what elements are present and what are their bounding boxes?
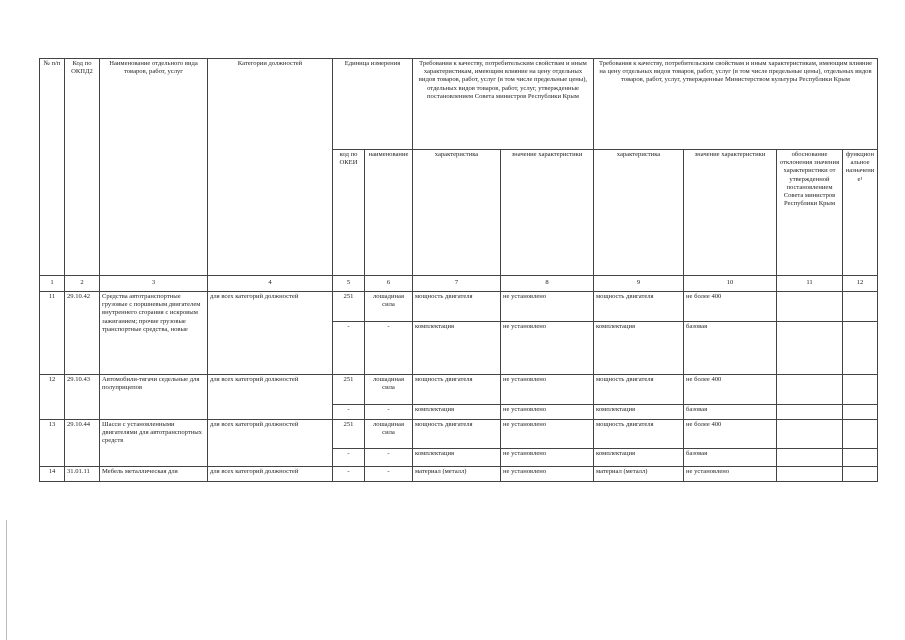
cell-char1: комплектация <box>413 322 501 375</box>
cell-purpose <box>843 375 878 405</box>
cell-val2: базовая <box>684 405 777 420</box>
col-number: 3 <box>100 276 208 292</box>
cell-char1: комплектация <box>413 449 501 467</box>
row-name: Автомобили-тягачи седельные для полуприцепов <box>100 375 208 420</box>
table-row <box>40 292 878 322</box>
row-category: для всех категорий должностей <box>208 292 333 375</box>
col-number: 12 <box>843 276 878 292</box>
cell-val1: не установлено <box>501 467 594 482</box>
row-name: Мебель металлическая для <box>100 467 208 482</box>
cell-justification <box>777 322 843 375</box>
header-unit-name: наименование <box>365 150 413 276</box>
cell-justification <box>777 449 843 467</box>
header-category: Категории должностей <box>208 59 333 276</box>
margin-line <box>6 520 7 640</box>
cell-okei: 251 <box>333 292 365 322</box>
col-number: 7 <box>413 276 501 292</box>
cell-okei: 251 <box>333 420 365 449</box>
header-val2: значение характеристики <box>684 150 777 276</box>
cell-okei: - <box>333 449 365 467</box>
cell-justification <box>777 405 843 420</box>
cell-char1: мощность двигателя <box>413 292 501 322</box>
row-num: 13 <box>40 420 65 467</box>
cell-justification <box>777 292 843 322</box>
cell-char2: мощность двигателя <box>594 420 684 449</box>
cell-justification <box>777 420 843 449</box>
col-number: 1 <box>40 276 65 292</box>
cell-char1: комплектация <box>413 405 501 420</box>
cell-unit: лошадиная сила <box>365 420 413 449</box>
col-number: 6 <box>365 276 413 292</box>
cell-unit: лошадиная сила <box>365 375 413 405</box>
cell-char1: материал (металл) <box>413 467 501 482</box>
cell-val1: не установлено <box>501 322 594 375</box>
header-row <box>40 59 878 150</box>
col-number: 10 <box>684 276 777 292</box>
cell-justification <box>777 375 843 405</box>
column-numbers-row <box>40 276 878 292</box>
cell-purpose <box>843 405 878 420</box>
cell-val1: не установлено <box>501 420 594 449</box>
cell-char2: комплектация <box>594 449 684 467</box>
cell-val1: не установлено <box>501 449 594 467</box>
cell-val1: не установлено <box>501 292 594 322</box>
cell-char2: мощность двигателя <box>594 375 684 405</box>
cell-unit: лошадиная сила <box>365 292 413 322</box>
cell-purpose <box>843 420 878 449</box>
header-val1: значение характеристики <box>501 150 594 276</box>
header-char1: характеристика <box>413 150 501 276</box>
row-name: Шасси с установленными двигателями для автотранспортных средств <box>100 420 208 467</box>
table-row <box>40 467 878 482</box>
cell-purpose <box>843 292 878 322</box>
header-okei: код по ОКЕИ <box>333 150 365 276</box>
col-number: 11 <box>777 276 843 292</box>
row-category: для всех категорий должностей <box>208 467 333 482</box>
row-code: 29.10.43 <box>65 375 100 420</box>
cell-unit: - <box>365 449 413 467</box>
row-num: 11 <box>40 292 65 375</box>
header-num: № п/п <box>40 59 65 276</box>
cell-char2: мощность двигателя <box>594 292 684 322</box>
cell-val2: не установлено <box>684 467 777 482</box>
header-justification: обоснование отклонения значения характеристики от утвержденной постановлением Совета министров Республики Крым <box>777 150 843 276</box>
cell-val1: не установлено <box>501 375 594 405</box>
cell-char1: мощность двигателя <box>413 375 501 405</box>
header-okpd: Код по ОКПД2 <box>65 59 100 276</box>
cell-val2: базовая <box>684 322 777 375</box>
header-purpose: функциональное назначение¹ <box>843 150 878 276</box>
cell-okei: - <box>333 467 365 482</box>
row-category: для всех категорий должностей <box>208 375 333 420</box>
cell-purpose <box>843 467 878 482</box>
cell-val2: не более 400 <box>684 292 777 322</box>
col-number: 8 <box>501 276 594 292</box>
col-number: 5 <box>333 276 365 292</box>
cell-val2: не более 400 <box>684 420 777 449</box>
cell-char2: комплектация <box>594 405 684 420</box>
row-code: 29.10.44 <box>65 420 100 467</box>
cell-purpose <box>843 322 878 375</box>
col-number: 9 <box>594 276 684 292</box>
cell-okei: - <box>333 405 365 420</box>
header-char2: характеристика <box>594 150 684 276</box>
header-unit: Единица измерения <box>333 59 413 150</box>
cell-char1: мощность двигателя <box>413 420 501 449</box>
row-code: 29.10.42 <box>65 292 100 375</box>
cell-okei: - <box>333 322 365 375</box>
row-num: 12 <box>40 375 65 420</box>
col-number: 2 <box>65 276 100 292</box>
cell-purpose <box>843 449 878 467</box>
table-row <box>40 420 878 449</box>
table-row <box>40 375 878 405</box>
cell-okei: 251 <box>333 375 365 405</box>
row-name: Средства автотранспортные грузовые с поршневым двигателем внутреннего сгорания с искровым зажиганием; прочие грузовые транспортные средства, новые <box>100 292 208 375</box>
cell-val1: не установлено <box>501 405 594 420</box>
cell-val2: не более 400 <box>684 375 777 405</box>
header-req-ministry: Требования к качеству, потребительским свойствам и иным характеристикам, имеющим влияние на цену отдельных видов товаров, работ, услуг (в том числе предельные цены), отдельных видов товаров, работ, услуг, утвержденные Министерством культуры Республики Крым <box>594 59 878 150</box>
row-category: для всех категорий должностей <box>208 420 333 467</box>
cell-unit: - <box>365 322 413 375</box>
cell-char2: материал (металл) <box>594 467 684 482</box>
header-name: Наименование отдельного вида товаров, работ, услуг <box>100 59 208 276</box>
cell-char2: комплектация <box>594 322 684 375</box>
col-number: 4 <box>208 276 333 292</box>
cell-val2: базовая <box>684 449 777 467</box>
cell-unit: - <box>365 405 413 420</box>
row-code: 31.01.11 <box>65 467 100 482</box>
requirements-table <box>39 58 878 482</box>
cell-justification <box>777 467 843 482</box>
header-req-council: Требования к качеству, потребительским свойствам и иным характеристикам, имеющим влияние на цену отдельных видов товаров, работ, услуг (в том числе предельные цены), отдельных видов товаров, работ, услуг, утвержденные постановлением Совета министров Республики Крым <box>413 59 594 150</box>
row-num: 14 <box>40 467 65 482</box>
cell-unit: - <box>365 467 413 482</box>
